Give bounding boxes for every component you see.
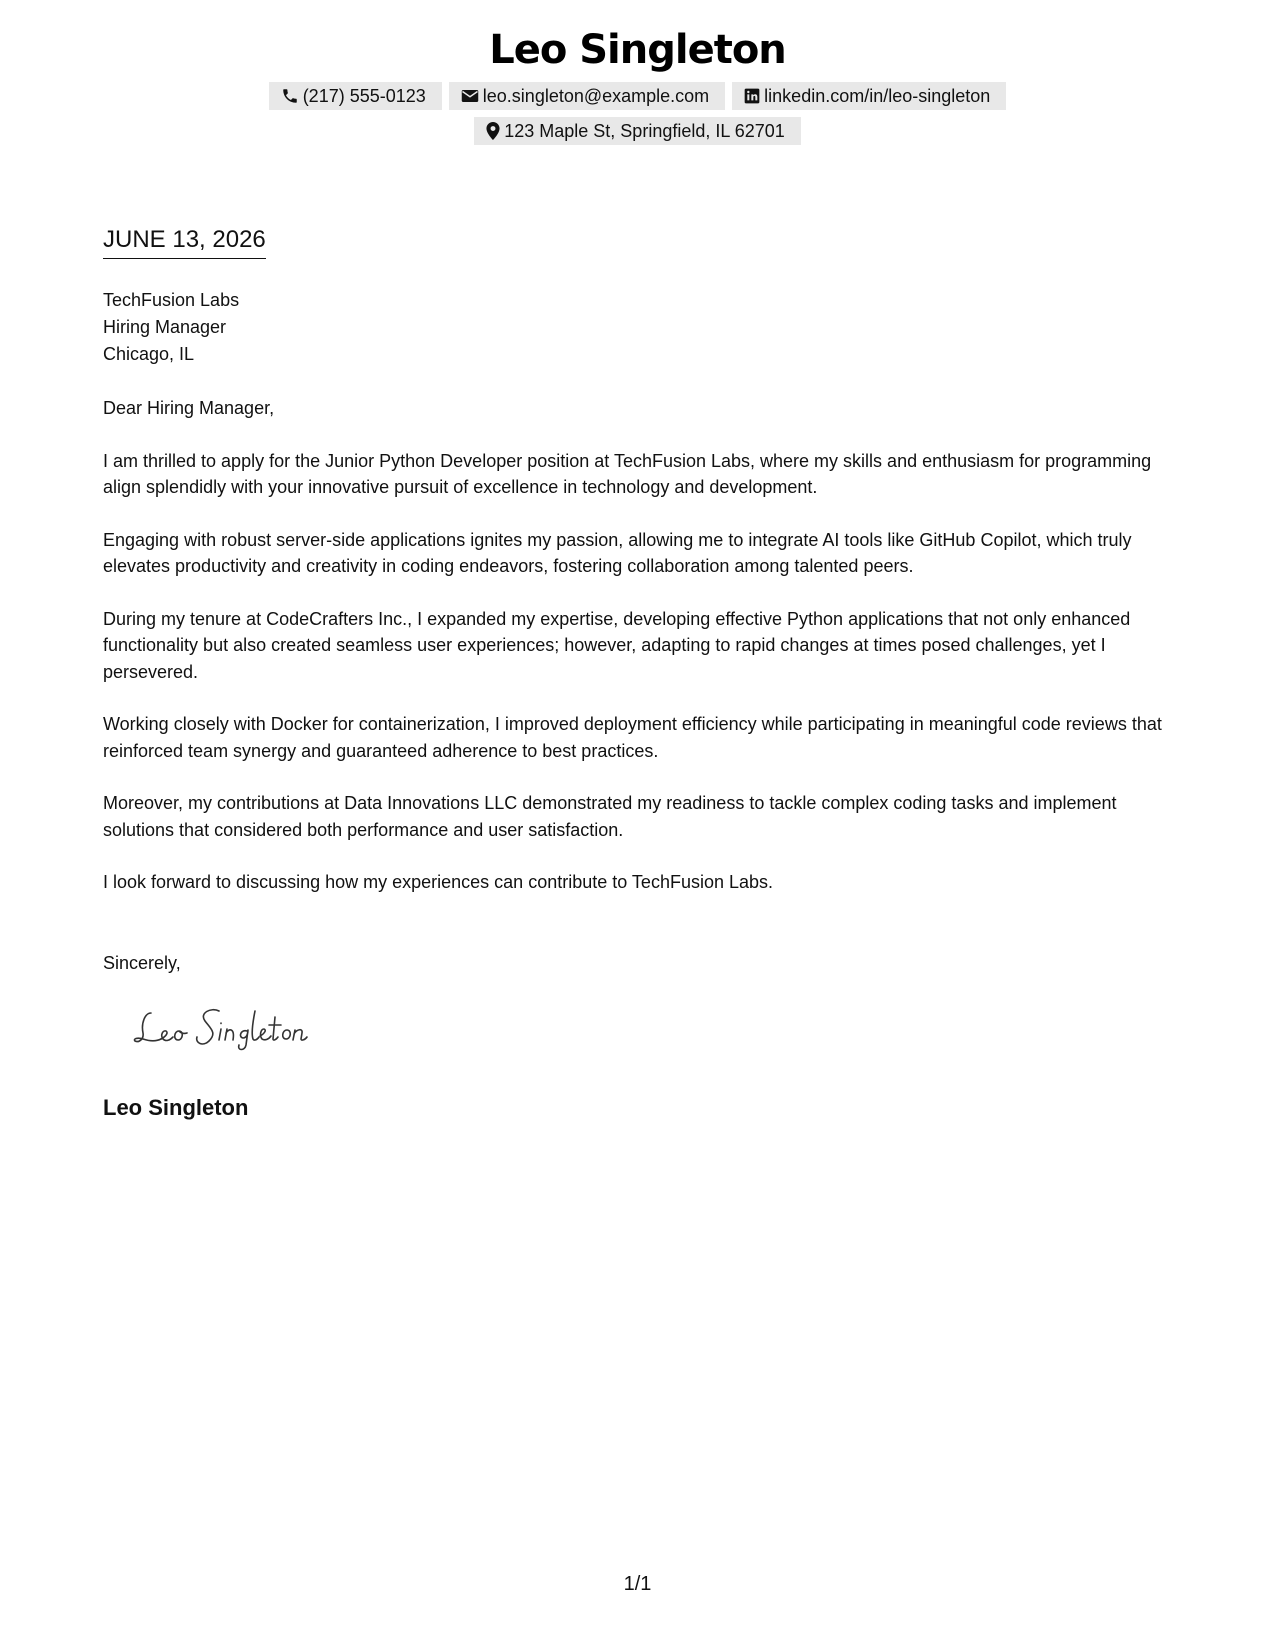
linkedin-chip xyxy=(732,82,1006,110)
letter-text xyxy=(103,395,1183,922)
paragraph: I look forward to discussing how my experiences can contribute to TechFusion Labs. xyxy=(103,872,774,892)
recipient-role: Hiring Manager xyxy=(103,317,227,337)
paragraph: Engaging with robust server-side applications ignites my passion, allowing me to integrate AI tools like GitHub Copilot, which truly elevates productivity and creativity in coding endeavors, fostering collaboration among talented peers. xyxy=(103,529,1132,576)
phone-chip xyxy=(269,82,442,110)
letter-header xyxy=(0,18,1275,145)
address-row xyxy=(0,117,1275,145)
contact-row xyxy=(0,82,1275,110)
map-pin-icon xyxy=(486,122,500,140)
recipient-company: TechFusion Labs xyxy=(103,290,240,310)
page-number: 1/1 xyxy=(623,1573,652,1595)
closing: Sincerely, xyxy=(103,953,181,973)
handwritten-signature xyxy=(133,1003,333,1060)
letter-date: JUNE 13, 2026 xyxy=(103,226,266,259)
linkedin-text: linkedin.com/in/leo-singleton xyxy=(764,86,991,106)
recipient-location: Chicago, IL xyxy=(103,344,195,364)
envelope-icon xyxy=(461,88,479,104)
signer-name: Leo Singleton xyxy=(103,1095,249,1120)
paragraph: I am thrilled to apply for the Junior Python Developer position at TechFusion Labs, where my skills and enthusiasm for programming align splendidly with your innovative pursuit of excellence in technology and development. xyxy=(103,450,1152,497)
linkedin-icon xyxy=(744,88,760,104)
salutation: Dear Hiring Manager, xyxy=(103,398,275,418)
address-chip xyxy=(474,117,801,145)
paragraph: Moreover, my contributions at Data Innovations LLC demonstrated my readiness to tackle complex coding tasks and implement solutions that considered both performance and user satisfaction. xyxy=(103,793,1117,840)
address-text: 123 Maple St, Springfield, IL 62701 xyxy=(504,121,785,141)
sender-name: Leo Singleton xyxy=(489,27,786,73)
phone-icon xyxy=(281,87,299,105)
paragraph: Working closely with Docker for containerization, I improved deployment efficiency while participating in meaningful code reviews that reinforced team synergy and guaranteed adherence to best practices. xyxy=(103,714,1162,761)
phone-text: (217) 555-0123 xyxy=(302,86,426,106)
email-chip xyxy=(449,82,725,110)
recipient-block xyxy=(103,287,239,368)
email-text: leo.singleton@example.com xyxy=(482,86,710,106)
paragraph: During my tenure at CodeCrafters Inc., I expanded my expertise, developing effective Python applications that not only enhanced functionality but also created seamless user experiences; however, adapting to rapid changes at times posed challenges, yet I persevered. xyxy=(103,608,1131,682)
